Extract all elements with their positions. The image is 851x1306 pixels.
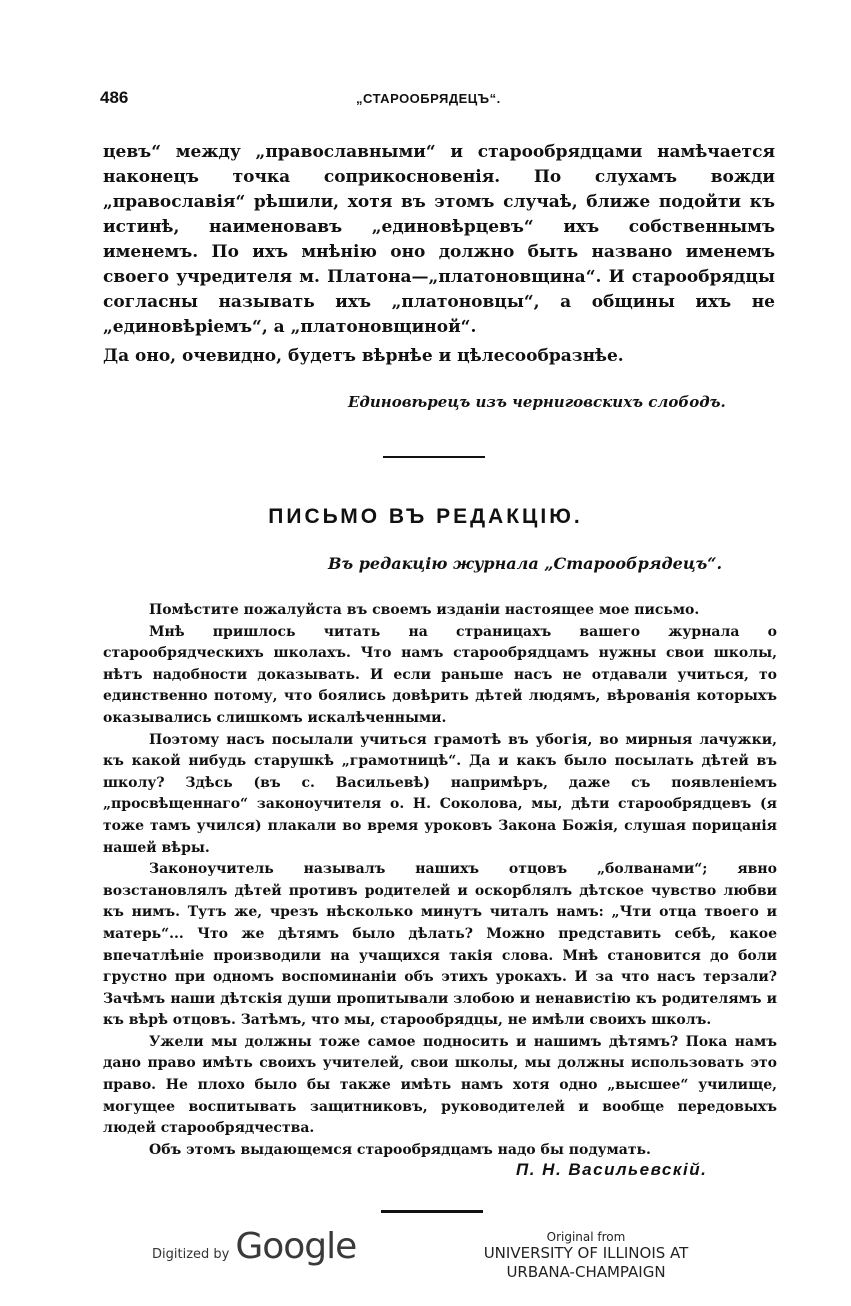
letter-paragraph: Помѣстите пожалуйста въ своемъ изданіи настоящее мое письмо. — [149, 602, 700, 618]
letter-title: ПИСЬМО ВЪ РЕДАКЦІЮ. — [268, 505, 583, 528]
university-line-2: URBANA-CHAMPAIGN — [506, 1263, 666, 1281]
letter-paragraph: Объ этомъ выдающемся старообрядцамъ надо бы подумать. — [149, 1141, 651, 1158]
intro-paragraph-block — [103, 140, 775, 340]
end-divider — [381, 1210, 483, 1213]
letter-address: Въ редакцію журнала „Старообрядецъ“. — [328, 554, 723, 573]
letter-paragraph: Поэтому насъ посылали учиться грамотѣ въ убогія, во мирныя лачужки, къ какой нибудь старушкѣ „грамотницѣ“. Да и какъ было посылать дѣтей въ школу? Здѣсь (въ с. Васильевѣ) напримѣръ, даже съ появленіемъ „просвѣщеннаго“ законоучителя о. Н. Соколова, мы, дѣти старообрядцевъ (я тоже тамъ учился) плакали во время уроковъ Закона Божія, слушая порицанія нашей вѣры. — [103, 731, 777, 856]
google-logo: Google — [235, 1226, 357, 1267]
letter-body — [103, 600, 777, 1161]
intro-conclusion: Да оно, очевидно, будетъ вѣрнѣе и цѣлесообразнѣе. — [103, 346, 624, 366]
letter-paragraph: Законоучитель называлъ нашихъ отцовъ „болванами“; явно возстановлялъ дѣтей противъ родителей и оскорблялъ дѣтское чувство любви къ нимъ. Тутъ же, чрезъ нѣсколько минутъ читалъ намъ: „Чти отца твоего и матерь“... Что же дѣтямъ было дѣлать? Можно представить себѣ, какое впечатлѣніе производили на учащихся такія слова. Мнѣ становится до боли грустно при одномъ воспоминаніи объ этихъ урокахъ. И за что насъ терзали? Зачѣмъ наши дѣтскія души пропитывали злобою и ненавистію къ родителямъ и къ вѣрѣ отцовъ. Затѣмъ, что мы, старообрядцы, не имѣли своихъ школъ. — [103, 861, 777, 1029]
letter-paragraph: Ужели мы должны тоже самое подносить и нашимъ дѣтямъ? Пока намъ дано право имѣть своихъ учителей, свои школы, мы должны использовать это право. Не плохо было бы также имѣть намъ хотя одно „высшее“ училище, могущее воспитывать защитниковъ, руководителей и вообще передовыхъ людей старообрядчества. — [103, 1033, 777, 1137]
digitized-stamp — [152, 1226, 356, 1267]
university-line-1: UNIVERSITY OF ILLINOIS AT — [483, 1244, 689, 1262]
intro-signature: Единовѣрецъ изъ черниговскихъ слободъ. — [348, 393, 726, 411]
original-from-label: Original from — [546, 1230, 626, 1244]
intro-paragraph: цевъ“ между „православными“ и старообрядцами намѣчается наконецъ точка соприкосновенія. По слухамъ вожди „православія“ рѣшили, хотя въ этомъ случаѣ, ближе подойти къ истинѣ, наименовавъ „единовѣрцевъ“ ихъ собственнымъ именемъ. По ихъ мнѣнію оно должно быть названо именемъ своего учредителя м. Платона—„платоновщина“. И старообрядцы согласны называть ихъ „платоновцы“, а общины ихъ не „единовѣріемъ“, а „платоновщиной“. — [103, 142, 775, 337]
letter-signature: П. Н. Васильевскій. — [516, 1160, 708, 1179]
letter-paragraph: Мнѣ пришлось читать на страницахъ вашего журнала о старообрядческихъ школахъ. Что намъ старообрядцамъ нужны свои школы, нѣтъ надобности доказывать. И если раньше насъ не отдавали учиться, то единственно потому, что боялись довѣрить дѣтей людямъ, вѣрованія которыхъ оказывались слишкомъ искалѣченными. — [103, 623, 777, 726]
library-stamp — [476, 1230, 696, 1282]
section-divider — [383, 456, 485, 458]
digitized-by-label: Digitized by — [152, 1247, 230, 1262]
page-number: 486 — [100, 88, 129, 107]
running-head: „СТАРООБРЯДЕЦЪ“. — [356, 91, 501, 106]
